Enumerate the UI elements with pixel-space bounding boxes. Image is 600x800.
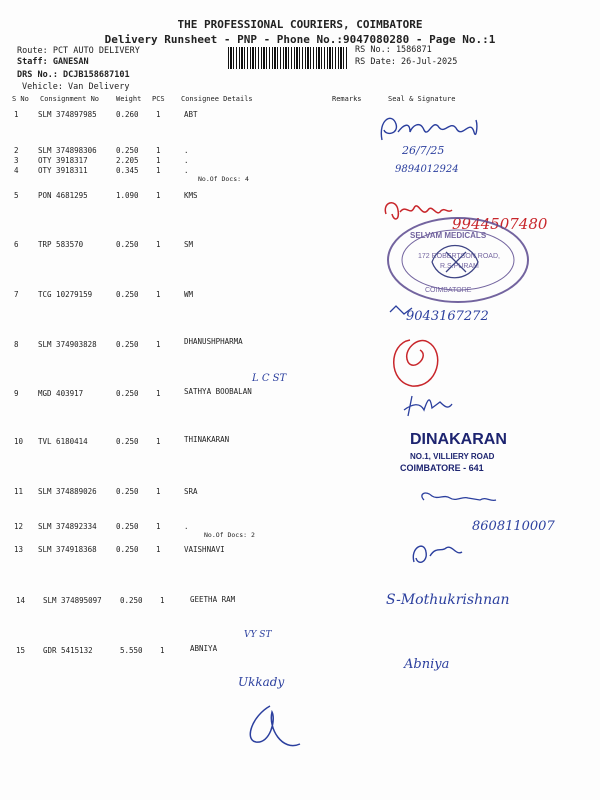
row-weight: 0.250 <box>116 545 139 554</box>
row-consignment: PON 4681295 <box>38 191 88 200</box>
col-seal-signature: Seal & Signature <box>388 95 456 103</box>
signature-row-1 <box>381 118 477 140</box>
row-consignee: ABNIYA <box>190 644 218 653</box>
row-consignee: ABT <box>184 110 198 119</box>
stamp-text: COIMBATORE <box>425 287 472 294</box>
row-sno: 14 <box>16 596 26 605</box>
col-weight: Weight <box>116 95 142 103</box>
row-sno: 8 <box>14 340 19 349</box>
row-weight: 0.260 <box>116 110 139 119</box>
row-weight: 0.250 <box>116 522 139 531</box>
route: Route: PCT AUTO DELIVERY <box>17 46 140 56</box>
stamp-row-10 <box>400 431 507 473</box>
row-consignment: TCG 10279159 <box>38 290 93 299</box>
col-remarks: Remarks <box>332 95 362 103</box>
row-consignee: THINAKARAN <box>184 435 230 444</box>
row-pcs: 1 <box>160 596 165 605</box>
row-pcs: 1 <box>156 389 161 398</box>
row-consignee: GEETHA RAM <box>190 595 236 604</box>
signature-row-9 <box>404 396 452 416</box>
row-sno: 7 <box>14 290 19 299</box>
signature-row-11 <box>422 493 496 500</box>
row-weight: 0.250 <box>116 240 139 249</box>
row-weight: 5.550 <box>120 646 143 655</box>
row-sno: 10 <box>14 437 24 446</box>
row-consignee: WM <box>184 290 194 299</box>
row-weight: 0.345 <box>116 166 139 175</box>
handwritten-phone-row-5: 9944507480 <box>452 215 548 233</box>
row-weight: 0.250 <box>120 596 143 605</box>
docs-count-note: No.Of Docs: 4 <box>198 175 249 183</box>
stamp-text: DINAKARAN <box>410 431 507 448</box>
row-pcs: 1 <box>156 487 161 496</box>
row-consignment: MGD 403917 <box>38 389 84 398</box>
row-sno: 3 <box>14 156 19 165</box>
company-name: THE PROFESSIONAL COURIERS, COIMBATORE <box>177 18 423 31</box>
staff: Staff: GANESAN <box>17 57 89 67</box>
row-consignment: OTY 3918317 <box>38 156 88 165</box>
stamp-text: COIMBATORE - 641 <box>400 463 484 473</box>
row-pcs: 1 <box>156 290 161 299</box>
row-pcs: 1 <box>156 166 161 175</box>
row-sno: 13 <box>14 545 24 554</box>
row-sno: 5 <box>14 191 19 200</box>
rs-number: RS No.: 1586871 <box>355 45 432 55</box>
docs-count-note: No.Of Docs: 2 <box>204 531 255 539</box>
stamp-row-6 <box>388 218 528 302</box>
row-sno: 6 <box>14 240 19 249</box>
handwritten-sign-row-15: Ukkady <box>238 675 285 689</box>
row-consignee: . <box>184 146 189 155</box>
row-sno: 1 <box>14 110 19 119</box>
row-pcs: 1 <box>156 340 161 349</box>
row-sno: 15 <box>16 646 26 655</box>
handwritten-phone-row-11: 8608110007 <box>472 519 555 534</box>
col-consignment: Consignment No <box>40 95 100 103</box>
row-consignee: SRA <box>184 487 198 496</box>
row-pcs: 1 <box>156 146 161 155</box>
row-consignment: TVL 6180414 <box>38 437 88 446</box>
row-consignment: SLM 374898306 <box>38 146 97 155</box>
drs-number: DRS No.: DCJB158687101 <box>17 70 130 80</box>
row-pcs: 1 <box>156 437 161 446</box>
row-consignee: . <box>184 156 189 165</box>
handwritten-date-row-1: 26/7/25 <box>402 144 445 157</box>
rs-date: RS Date: 26-Jul-2025 <box>355 57 458 67</box>
row-consignment: SLM 374892334 <box>38 522 97 531</box>
signature-row-8 <box>394 340 438 386</box>
row-consignment: SLM 374918368 <box>38 545 97 554</box>
row-consignment: SLM 374889026 <box>38 487 97 496</box>
col-consignee: Consignee Details <box>181 95 253 103</box>
handwritten-name-row-14: S-Mothukrishnan <box>386 592 510 608</box>
row-consignee: KMS <box>184 191 198 200</box>
row-consignee: SM <box>184 240 194 249</box>
handwritten-note-row-9: L C ST <box>252 373 287 384</box>
stamp-text: 172 ROBERTSON ROAD, <box>418 253 500 260</box>
row-weight: 0.250 <box>116 437 139 446</box>
row-weight: 0.250 <box>116 146 139 155</box>
row-sno: 11 <box>14 487 24 496</box>
row-sno: 4 <box>14 166 19 175</box>
stamp-text: SELVAM MEDICALS <box>410 231 487 240</box>
row-consignment: GDR 5415132 <box>43 646 93 655</box>
row-pcs: 1 <box>156 240 161 249</box>
row-pcs: 1 <box>156 156 161 165</box>
row-sno: 12 <box>14 522 24 531</box>
row-consignee: . <box>184 522 189 531</box>
row-consignment: SLM 374903828 <box>38 340 97 349</box>
handwritten-phone-row-1: 9894012924 <box>395 164 459 175</box>
row-consignee: VAISHNAVI <box>184 545 225 554</box>
col-pcs: PCS <box>152 95 165 103</box>
row-pcs: 1 <box>156 110 161 119</box>
signature-row-5 <box>385 203 452 219</box>
row-pcs: 1 <box>156 522 161 531</box>
row-consignee: DHANUSHPHARMA <box>184 337 243 346</box>
stamp-text: R.S.PURAM <box>440 263 479 270</box>
runsheet-subtitle: Delivery Runsheet - PNP - Phone No.:9047080280 - Page No.:1 <box>104 33 496 46</box>
col-sno: S No <box>12 95 29 103</box>
row-pcs: 1 <box>156 545 161 554</box>
handwritten-name-row-15: Abniya <box>404 657 450 672</box>
row-weight: 0.250 <box>116 389 139 398</box>
row-consignee: SATHYA BOOBALAN <box>184 387 252 396</box>
row-weight: 2.205 <box>116 156 139 165</box>
row-pcs: 1 <box>160 646 165 655</box>
signature-row-13 <box>413 546 462 562</box>
row-consignment: OTY 3918311 <box>38 166 88 175</box>
handwritten-note-row-15: VY ST <box>244 630 272 640</box>
row-sno: 2 <box>14 146 19 155</box>
row-weight: 0.250 <box>116 290 139 299</box>
row-weight: 0.250 <box>116 340 139 349</box>
row-weight: 1.090 <box>116 191 139 200</box>
stamp-text: NO.1, VILLIERY ROAD <box>410 452 495 461</box>
row-consignment: SLM 374897985 <box>38 110 97 119</box>
row-consignment: TRP 583570 <box>38 240 84 249</box>
row-consignment: SLM 374895097 <box>43 596 102 605</box>
row-weight: 0.250 <box>116 487 139 496</box>
row-pcs: 1 <box>156 191 161 200</box>
row-sno: 9 <box>14 389 19 398</box>
row-consignee: . <box>184 166 189 175</box>
signature-row-15-scribble <box>250 706 300 746</box>
handwritten-phone-row-7: 9043167272 <box>406 309 489 324</box>
vehicle: Vehicle: Van Delivery <box>22 82 130 92</box>
